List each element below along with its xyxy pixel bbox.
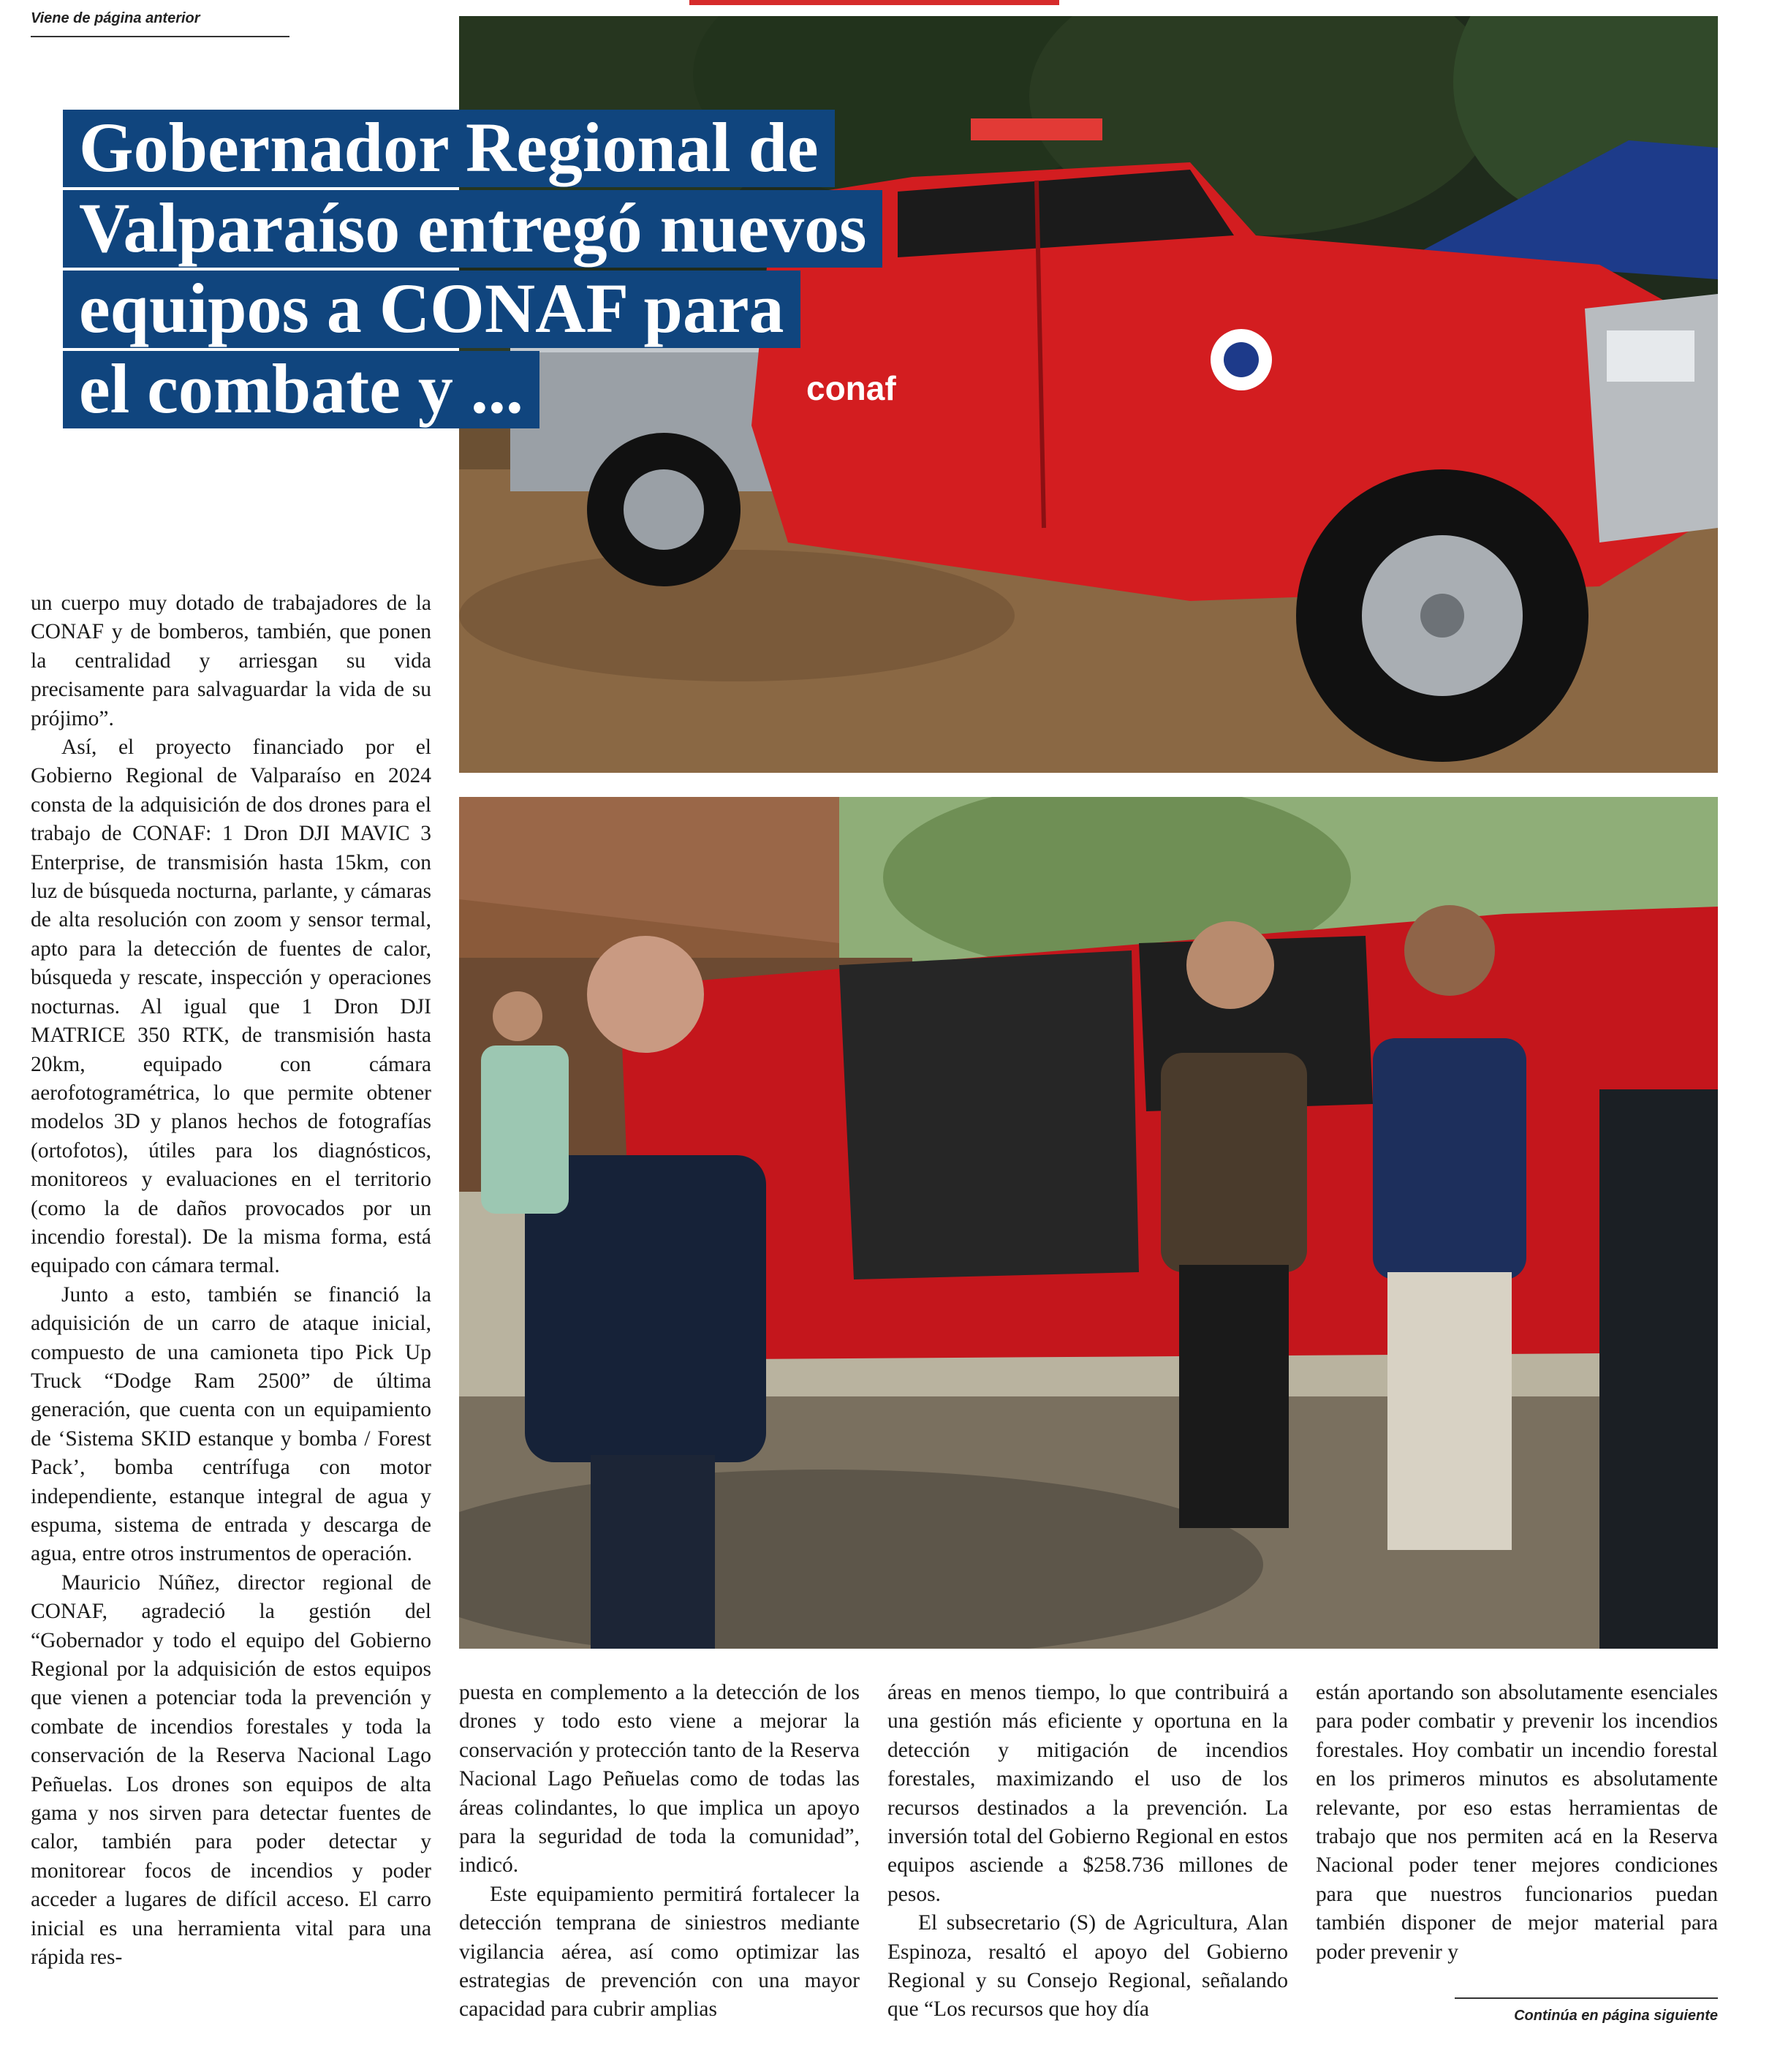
from-previous-page-label: Viene de página anterior [31, 10, 289, 37]
top-accent-bar [689, 0, 1059, 5]
paragraph: un cuerpo muy dotado de trabajadores de la CONAF y de bomberos, también, que ponen la centralidad y arriesgan su vida precisamente para salvaguardar la vida de su prójimo”. [31, 591, 431, 730]
headline-line-2: Valparaíso entregó nuevos [63, 190, 882, 268]
vehicle-logo-text: conaf [806, 369, 896, 407]
article-headline [63, 110, 867, 431]
paragraph: están aportando son absolutamente esenciales para poder combatir y prevenir los incendios forestales. Hoy combatir un incendio forestal en los primeros minutos es absolutamente relevante, por eso estas herramientas de trabajo que nos permiten acá en la Reserva Nacional poder tener mejores condiciones para que nuestros funcionarios puedan también disponer de mejor material para poder prevenir y [1316, 1681, 1718, 1964]
paragraph: Este equipamiento permitirá fortalecer la detección temprana de siniestros mediante vigilancia aérea, así como optimizar las estrategias de prevención con una mayor capacidad para cubrir amplias [459, 1882, 860, 2022]
paragraph: El subsecretario (S) de Agricultura, Alan Espinoza, resaltó el apoyo del Gobierno Regional y su Consejo Regional, señalando que “Los recursos que hoy día [887, 1911, 1288, 2022]
headline-line-1: Gobernador Regional de [63, 110, 835, 187]
article-column-1 [31, 589, 431, 1973]
article-column-2 [459, 1679, 860, 2024]
officials-illustration [459, 797, 1718, 1649]
paragraph: Mauricio Núñez, director regional de CONAF, agradeció la gestión del “Gobernador y todo el equipo del Gobierno Regional por la adquisición de estos equipos que vienen a potenciar toda la prevención y combate de incendios forestales y toda la conservación de la Reserva Nacional Lago Peñuelas. Los drones son equipos de alta gama y nos sirven para detectar fuentes de calor, también para poder detectar y monitorear focos de incendios y poder acceder a lugares de difícil acceso. El carro inicial es una herramienta vital para una rápida res- [31, 1570, 431, 1970]
article-column-3 [887, 1679, 1288, 2024]
paragraph: Así, el proyecto financiado por el Gobierno Regional de Valparaíso en 2024 consta de la adquisición de dos drones para el trabajo de CONAF: 1 Dron DJI MAVIC 3 Enterprise, de transmisión hasta 15km, con luz de búsqueda nocturna, parlante, y cámaras de alta resolución con zoom y sensor termal, apto para la detección de fuentes de calor, búsqueda y rescate, inspección y operaciones nocturnas. Al igual que 1 Dron DJI MATRICE 350 RTK, de transmisión hasta 20km, equipado con cámara aerofotogramétrica, lo que permite obtener modelos 3D y planos hechos de fotografías (ortofotos), útiles para los diagnósticos, monitoreos y evaluaciones en el territorio (como la de daños provocados por un incendio forestal). De la misma forma, está equipado con cámara termal. [31, 736, 431, 1278]
article-column-4 [1316, 1679, 1718, 1967]
paragraph: puesta en complemento a la detección de los drones y todo esto viene a mejorar la conservación y protección tanto de la Reserva Nacional Lago Peñuelas como de todas las áreas colindantes, lo que implica un apoyo para la seguridad de toda la comunidad”, indicó. [459, 1681, 860, 1878]
continue-next-page-label: Continúa en página siguiente [1455, 1997, 1718, 2024]
headline-line-4: el combate y ... [63, 351, 539, 428]
headline-line-3: equipos a CONAF para [63, 271, 800, 348]
paragraph: áreas en menos tiempo, lo que contribuirá a una gestión más eficiente y oportuna en la detección y mitigación de incendios forestales, maximizando el uso de los recursos destinados a la prevención. La inversión total del Gobierno Regional en estos equipos asciende a $258.736 millones de pesos. [887, 1681, 1288, 1906]
officials-photo [459, 797, 1718, 1649]
paragraph: Junto a esto, también se financió la adquisición de un carro de ataque inicial, compuesto de una camioneta tipo Pick Up Truck “Dodge Ram 2500” de última generación, que cuenta con un equipamiento de ‘Sistema SKID estanque y bomba / Forest Pack’, bomba centrífuga con motor independiente, estanque integral de agua y espuma, sistema de entrada y descarga de agua, entre otros instrumentos de operación. [31, 1282, 431, 1566]
